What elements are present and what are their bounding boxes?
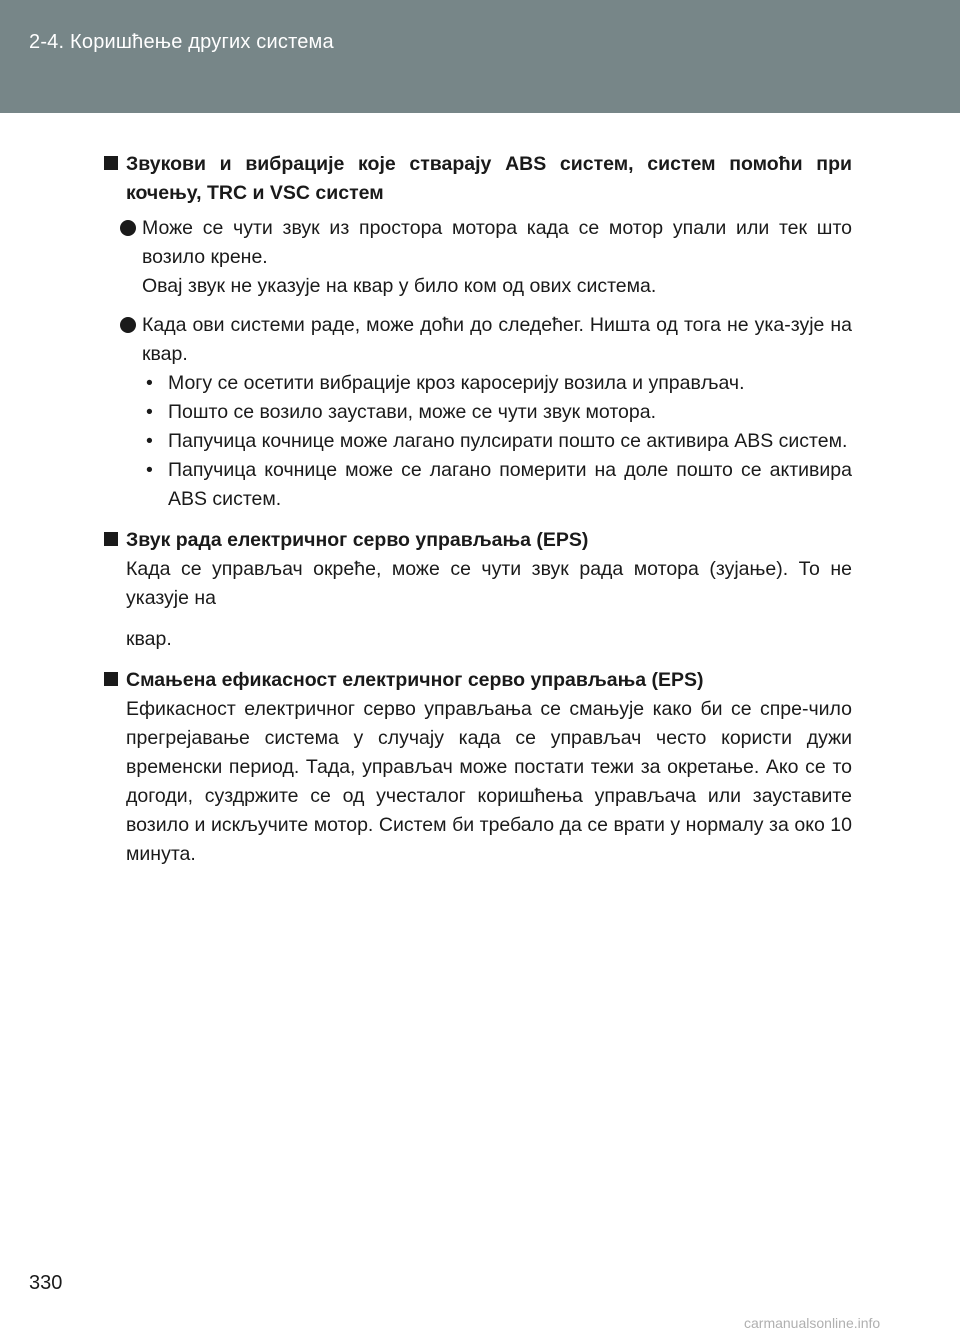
section-eps-sound	[104, 526, 852, 654]
square-bullet-icon	[104, 672, 118, 686]
square-bullet-icon	[104, 156, 118, 170]
square-bullet-icon	[104, 532, 118, 546]
section-body: Ефикасност електричног серво управљања се смањује како би се спре-чило прегрејавање система у случају када се управљач често користи дужи временски период. Тада, управљач може постати тежи за окретање. Ако се то догоди, суздржите се од учесталог коришћења управљача или зауставите возило и искључите мотор. Систем би требало да се врати у нормалу за око 10 минута.	[126, 698, 852, 865]
header-bar	[0, 0, 960, 113]
section-body-cont: квар.	[126, 628, 172, 650]
point-text: Може се чути звук из простора мотора када се мотор упали или тек што возило крене.	[142, 217, 852, 268]
list-item: • Пошто се возило заустави, може се чути звук мотора.	[142, 398, 852, 427]
section-abs-noises	[104, 150, 852, 514]
point-engine-sound	[126, 214, 852, 301]
point-systems-operating	[126, 311, 852, 514]
list-item: • Папучица кочнице може се лагано померити на доле пошто се активира ABS систем.	[142, 456, 852, 514]
circle-bullet-icon	[120, 317, 136, 333]
content-area	[104, 150, 852, 881]
point-text-note: Овај звук не указује на квар у било ком од ових система.	[142, 275, 657, 297]
section-header-title: 2-4. Коришћење других система	[29, 31, 334, 53]
section-body: Када се управљач окреће, може се чути звук рада мотора (зујање). То не указује на	[126, 558, 852, 609]
section-title: Смањена ефикасност електричног серво управљања (EPS)	[126, 669, 704, 691]
point-text: Када ови системи раде, може доћи до следећег. Ништа од тога не ука-зује на квар.	[142, 314, 852, 365]
section-title: Звукови и вибрације које стварају ABS систем, систем помоћи при	[126, 153, 852, 175]
watermark: carmanualsonline.info	[744, 1315, 881, 1331]
circle-bullet-icon	[120, 220, 136, 236]
bullet-list	[142, 369, 852, 514]
section-eps-reduced	[104, 666, 852, 869]
page-number: 330	[29, 1272, 63, 1294]
section-title: Звук рада електричног серво управљања (EPS)	[126, 529, 589, 551]
section-title-cont: кочењу, TRC и VSC систем	[126, 182, 384, 204]
list-item: • Папучица кочнице може лагано пулсирати пошто се активира ABS систем.	[142, 427, 852, 456]
list-item: • Могу се осетити вибрације кроз каросерију возила и управљач.	[142, 369, 852, 398]
